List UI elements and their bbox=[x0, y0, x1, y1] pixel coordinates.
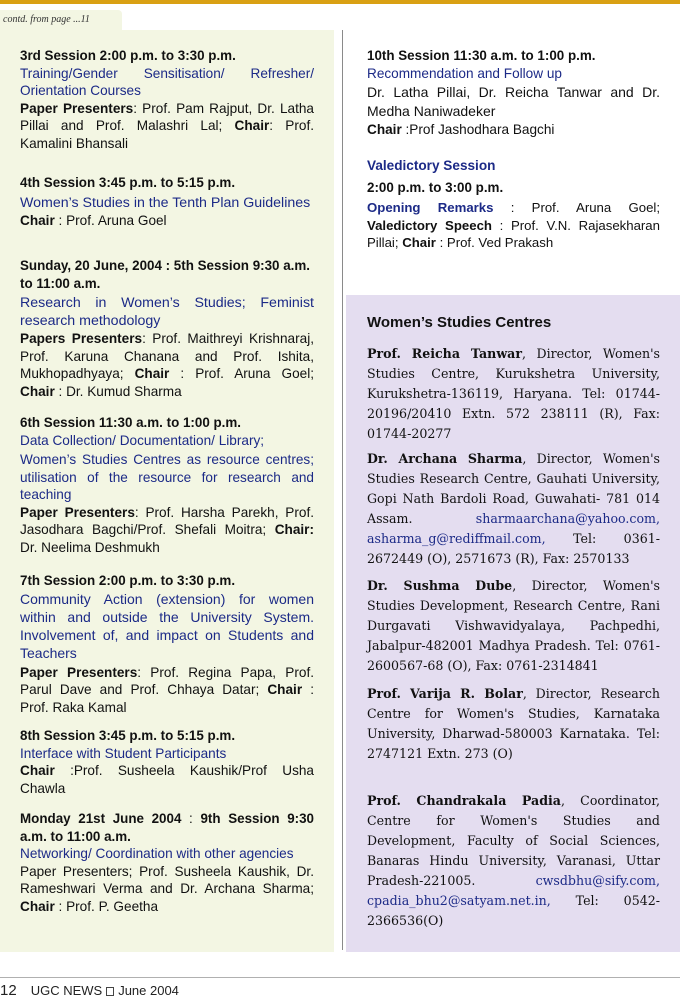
session-people: Dr. Latha Pillai, Dr. Reicha Tanwar and Dr. Medha Naniwadeker bbox=[367, 84, 660, 119]
session-people: Paper Presenters: Prof. Pam Rajput, Dr. Latha Pillai and Prof. Malashri Lal; Chair: Prof. Kamalini Bhansali bbox=[20, 100, 314, 151]
publication-name: UGC NEWS bbox=[30, 983, 103, 998]
session-people: Paper Presenters; Prof. Susheela Kaushik, Dr. Rameshwari Verma and Dr. Archana Sharma; Chair : Prof. P. Geetha bbox=[20, 863, 314, 914]
session-heading: Monday 21st June 2004 : 9th Session 9:30 a.m. to 11:00 a.m. bbox=[20, 811, 315, 844]
session-heading: 7th Session 2:00 p.m. to 3:30 p.m. bbox=[20, 573, 236, 588]
session-heading: 8th Session 3:45 p.m. to 5:15 p.m. bbox=[20, 728, 236, 743]
session-topic: Women’s Studies in the Tenth Plan Guidelines bbox=[20, 194, 311, 211]
valedictory-title: Valedictory Session bbox=[367, 158, 496, 173]
session-topic: Networking/ Coordination with other agencies bbox=[20, 846, 294, 861]
email-link[interactable]: sharmaarchana@yahoo.com, bbox=[475, 511, 660, 526]
session-chair: Chair :Prof Jashodhara Bagchi bbox=[367, 122, 555, 137]
session-chair: Chair :Prof. Susheela Kaushik/Prof Usha Chawla bbox=[20, 763, 314, 796]
centre-entry: Prof. Reicha Tanwar, Director, Women's Studies Centre, Kurukshetra University, Kurukshetra-136119, Haryana. Tel: 01744-20196/20410 Extn. 572 238111 (R), Fax: 01744-20277 bbox=[367, 346, 661, 441]
session-heading: 4th Session 3:45 p.m. to 5:15 p.m. bbox=[20, 175, 236, 190]
separator-box-icon bbox=[106, 987, 114, 996]
session-chair: Chair : Prof. Aruna Goel bbox=[20, 212, 167, 228]
email-link[interactable]: asharma_g@rediffmail.com, bbox=[367, 531, 546, 546]
centres-title: Women’s Studies Centres bbox=[367, 314, 552, 331]
session-topic: Research in Women’s Studies; Feminist research methodology bbox=[20, 295, 314, 329]
session-4 bbox=[20, 174, 314, 229]
valedictory-time: 2:00 p.m. to 3:00 p.m. bbox=[367, 179, 504, 195]
centres-box bbox=[367, 314, 660, 934]
session-people: Paper Presenters: Prof. Harsha Parekh, Prof. Jasodhara Bagchi/Prof. Shefali Moitra; Chair: Dr. Neelima Deshmukh bbox=[20, 504, 314, 555]
session-heading: 10th Session 11:30 a.m. to 1:00 p.m. bbox=[367, 48, 596, 63]
continued-note bbox=[0, 10, 122, 30]
session-heading: 3rd Session 2:00 p.m. to 3:30 p.m. bbox=[20, 48, 236, 63]
session-topic: Community Action (extension) for women within and outside the University System. Involvement of, and impact on Students and Teachers bbox=[20, 590, 314, 661]
email-link[interactable]: cpadia_bhu2@satyam.net.in, bbox=[367, 893, 551, 908]
session-people: Papers Presenters: Prof. Maithreyi Krishnaraj, Prof. Karuna Chanana and Prof. Ishita, Mukhopadhyaya; Chair : Prof. Aruna Goel; Chair : Dr. Kumud Sharma bbox=[20, 331, 314, 399]
session-topic: Recommendation and Follow up bbox=[367, 65, 562, 81]
continued-text: contd. from page ...11 bbox=[3, 14, 90, 25]
session-heading: Sunday, 20 June, 2004 : 5th Session 9:30 a.m. to 11:00 a.m. bbox=[20, 258, 311, 291]
session-8 bbox=[20, 727, 314, 797]
session-10 bbox=[367, 47, 660, 139]
session-9 bbox=[20, 810, 314, 915]
valedictory-session bbox=[367, 157, 660, 252]
centre-entry: Dr. Archana Sharma, Director, Women's Studies Research Centre, Gauhati University, Gopi Nath Bardoli Road, Guwahati- 781 014 Assam. sharmaarchana@yahoo.com, asharma_g@rediffmail.com, Tel: 0361-2672449 (O), 2571673 (R), Fax: 2570133 bbox=[367, 451, 660, 566]
valedictory-people: Opening Remarks : Prof. Aruna Goel; Valedictory Speech : Prof. V.N. Rajasekharan Pillai; Chair : Prof. Ved Prakash bbox=[367, 200, 660, 250]
email-link[interactable]: cwsdbhu@sify.com, bbox=[535, 873, 660, 888]
session-topic-2: Women’s Studies Centres as resource centres; utilisation of the resource for research and teaching bbox=[20, 452, 314, 502]
column-divider bbox=[342, 30, 343, 950]
centre-entry: Prof. Varija R. Bolar, Director, Research Centre for Women's Studies, Karnataka University, Dharwad-580003 Karnataka. Tel: 2747121 Extn. 273 (O) bbox=[367, 686, 660, 761]
session-topic: Data Collection/ Documentation/ Library; bbox=[20, 432, 265, 448]
centre-entry: Prof. Chandrakala Padia, Coordinator, Centre for Women's Studies and Development, Faculty of Social Sciences, Banaras Hindu University, Varanasi, Uttar Pradesh-221005. cwsdbhu@sify.com, cpadia_bhu2@satyam.net.in, Tel: 0542-2366536(O) bbox=[367, 793, 660, 928]
session-topic: Interface with Student Participants bbox=[20, 745, 227, 761]
session-people: Paper Presenters: Prof. Regina Papa, Prof. Parul Dave and Prof. Chhaya Datar; Chair : Prof. Raka Kamal bbox=[20, 664, 314, 715]
top-rule bbox=[0, 0, 680, 4]
session-5 bbox=[20, 257, 314, 400]
session-7 bbox=[20, 572, 314, 716]
session-6 bbox=[20, 414, 314, 556]
issue-date: June 2004 bbox=[118, 983, 179, 998]
centre-entry: Dr. Sushma Dube, Director, Women's Studies Development, Research Centre, Rani Durgavati Vishwavidyalaya, Pachpedhi, Jabalpur-482001 Madhya Pradesh. Tel: 0761-2600567-68 (O), Fax: 0761-2314841 bbox=[367, 578, 661, 673]
session-topic: Training/Gender Sensitisation/ Refresher/ Orientation Courses bbox=[20, 65, 314, 98]
session-heading: 6th Session 11:30 a.m. to 1:00 p.m. bbox=[20, 415, 242, 430]
page-footer bbox=[0, 982, 179, 998]
footer-rule bbox=[0, 977, 680, 978]
page-number: 12 bbox=[0, 982, 17, 998]
session-3 bbox=[20, 47, 314, 152]
